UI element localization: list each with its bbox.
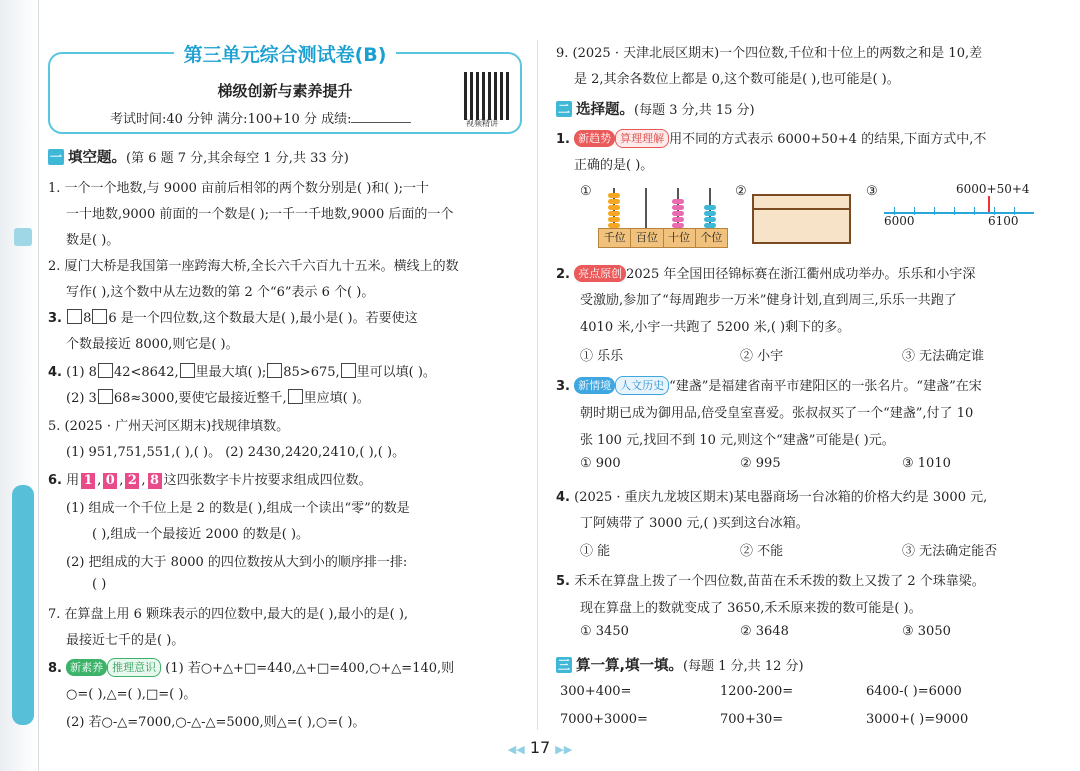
choice-4-line2: 丁阿姨带了 3000 元,( )买到这台冰箱。	[580, 516, 809, 531]
choice-5-option-a[interactable]: ① 3450	[580, 624, 629, 639]
page-title: 第三单元综合测试卷(B)	[174, 40, 397, 67]
question-9-line2: 是 2,其余各数位上都是 0,这个数可能是( ),也可能是( )。	[574, 72, 900, 87]
choice-5-option-b[interactable]: ② 3648	[740, 624, 789, 639]
choice-5-option-c[interactable]: ③ 3050	[902, 624, 951, 639]
question-6-sub2: (2) 把组成的大于 8000 的四位数按从大到小的顺序排一排:	[66, 555, 408, 570]
question-4-part2: (2) 3 68≈3000,要使它最接近整千, 里应填( )。	[66, 391, 370, 406]
option-1-label: ①	[580, 184, 592, 199]
option-3-label: ③	[866, 184, 878, 199]
counting-frame-image	[598, 184, 726, 248]
question-7-line1: 7. 在算盘上用 6 颗珠表示的四位数中,最大的是( ),最小的是( ),	[48, 607, 409, 622]
prev-page-icon[interactable]: ◀◀	[507, 743, 525, 756]
numline-left-label: 6000	[884, 214, 915, 228]
next-page-icon[interactable]: ▶▶	[555, 743, 573, 756]
numline-right-label: 6100	[988, 214, 1019, 228]
abacus-label: 千位	[599, 229, 631, 247]
question-5-line1: 5. (2025 · 广州天河区期末)找规律填数。	[48, 419, 290, 434]
abacus-image	[752, 194, 851, 244]
choice-3: 3. 新情境 人文历史 “建盏”是福建省南平市建阳区的一张名片。“建盏”在宋	[556, 375, 982, 395]
question-6-sub1: (1) 组成一个千位上是 2 的数是( ),组成一个读出“零”的数是	[66, 501, 410, 516]
choice-4: 4. (2025 · 重庆九龙坡区期末)某电器商场一台冰箱的价格大约是 3000 元,	[556, 490, 988, 505]
question-4-part1: 4. (1) 8 42<8642, 里最大填( ); 85>675, 里可以填( )。	[48, 365, 436, 380]
choice-1: 1. 新趋势 算理理解 用不同的方式表示 6000+50+4 的结果,下面方式中,不	[556, 128, 986, 148]
choice-2-option-b[interactable]: ② 小宇	[740, 349, 784, 364]
calc-item: 6400-( )=6000	[866, 684, 962, 699]
option-2-label: ②	[735, 184, 747, 199]
calc-item: 7000+3000=	[560, 712, 648, 727]
question-6-sub1-line2: ( ),组成一个最接近 2000 的数是( )。	[92, 527, 310, 542]
question-2-line2: 写作( ),这个数中从左边数的第 2 个“6”表示 6 个( )。	[66, 285, 375, 300]
question-5-line2: (1) 951,751,551,( ),( )。 (2) 2430,2420,2410,( ),( )。	[66, 445, 406, 460]
choice-2-line2: 受激励,参加了“每周跑步一万米”健身计划,直到周三,乐乐一共跑了	[580, 293, 957, 308]
page-number: 17	[529, 738, 551, 757]
page-subtitle: 梯级创新与素养提升	[217, 82, 353, 100]
choice-3-line2: 朝时期已成为御用品,倍受皇室喜爱。张叔叔买了一个“建盏”,付了 10	[580, 406, 974, 421]
choice-3-line3: 张 100 元,找回不到 10 元,则这个“建盏”可能是( )元。	[580, 433, 895, 448]
choice-3-option-b[interactable]: ② 995	[740, 456, 781, 471]
choice-4-option-c[interactable]: ③ 无法确定能否	[902, 544, 998, 559]
question-9-line1: 9. (2025 · 天津北辰区期末)一个四位数,千位和十位上的两数之和是 10,差	[556, 46, 983, 61]
exam-meta: 考试时间:40 分钟 满分:100+10 分 成绩:	[110, 108, 411, 127]
section-choice: 二 选择题。(每题 3 分,共 15 分)	[557, 102, 755, 118]
question-8: 8. 新素养 推理意识 (1) 若○+△+□=440,△+□=400,○+△=140,则	[48, 657, 454, 677]
page-footer	[500, 738, 580, 757]
question-1-line2: 一十地数,9000 前面的一个数是( );一千一千地数,9000 后面的一个	[66, 207, 454, 222]
choice-2: 2. 亮点原创 2025 年全国田径锦标赛在浙江衢州成功举办。乐乐和小宇深	[556, 267, 976, 282]
choice-2-option-c[interactable]: ③ 无法确定谁	[902, 349, 985, 364]
choice-4-option-a[interactable]: ① 能	[580, 544, 611, 559]
binding-tab	[14, 228, 32, 246]
column-divider	[537, 40, 538, 730]
numline-top-label: 6000+50+4	[956, 182, 1030, 196]
choice-3-option-a[interactable]: ① 900	[580, 456, 621, 471]
calc-item: 3000+( )=9000	[866, 712, 969, 727]
question-1-line3: 数是( )。	[66, 233, 120, 248]
choice-5-line2: 现在算盘上的数就变成了 3650,禾禾原来拨的数可能是( )。	[580, 601, 922, 616]
question-8-sub2: (2) 若○-△=7000,○-△-△=5000,则△=( ),○=( )。	[66, 715, 366, 730]
question-2-line1: 2. 厦门大桥是我国第一座跨海大桥,全长六千六百九十五米。横线上的数	[48, 259, 459, 274]
choice-3-option-c[interactable]: ③ 1010	[902, 456, 951, 471]
question-6: 6. 用 1 , 0 , 2 , 8 这四张数字卡片按要求组成四位数。	[48, 473, 372, 488]
choice-2-option-a[interactable]: ① 乐乐	[580, 349, 624, 364]
section-fill-blank: 一 填空题。(第 6 题 7 分,其余每空 1 分,共 33 分)	[49, 150, 349, 166]
question-3-line2: 个数最接近 8000,则它是( )。	[66, 337, 239, 352]
choice-2-line3: 4010 米,小宇一共跑了 5200 米,( )剩下的多。	[580, 320, 851, 335]
question-3: 3. 8 6 是一个四位数,这个数最大是( ),最小是( )。若要使这	[48, 311, 418, 326]
abacus-label: 百位	[631, 229, 663, 247]
abacus-label: 个位	[700, 231, 723, 244]
question-1-line1: 1. 一个一个地数,与 9000 亩前后相邻的两个数分别是( )和( );一十	[48, 181, 429, 196]
calc-item: 700+30=	[720, 712, 784, 727]
question-7-line2: 最接近七千的是( )。	[66, 633, 185, 648]
question-8-line2: ○=( ),△=( ),□=( )。	[66, 687, 197, 702]
qr-code[interactable]	[464, 72, 512, 120]
abacus-label: 十位	[664, 229, 696, 247]
question-6-sub2-line2: ( )	[92, 577, 107, 592]
book-binding	[0, 0, 39, 771]
calc-item: 300+400=	[560, 684, 632, 699]
calc-item: 1200-200=	[720, 684, 794, 699]
binding-strip	[12, 485, 34, 725]
section-calculation: 三 算一算,填一填。(每题 1 分,共 12 分)	[557, 658, 804, 674]
choice-4-option-b[interactable]: ② 不能	[740, 544, 784, 559]
choice-5: 5. 禾禾在算盘上拨了一个四位数,苗苗在禾禾拨的数上又拨了 2 个珠靠梁。	[556, 574, 985, 589]
qr-label: 视频精讲	[466, 119, 498, 128]
number-line-image	[884, 182, 1040, 230]
choice-1-line2: 正确的是( )。	[574, 158, 654, 173]
